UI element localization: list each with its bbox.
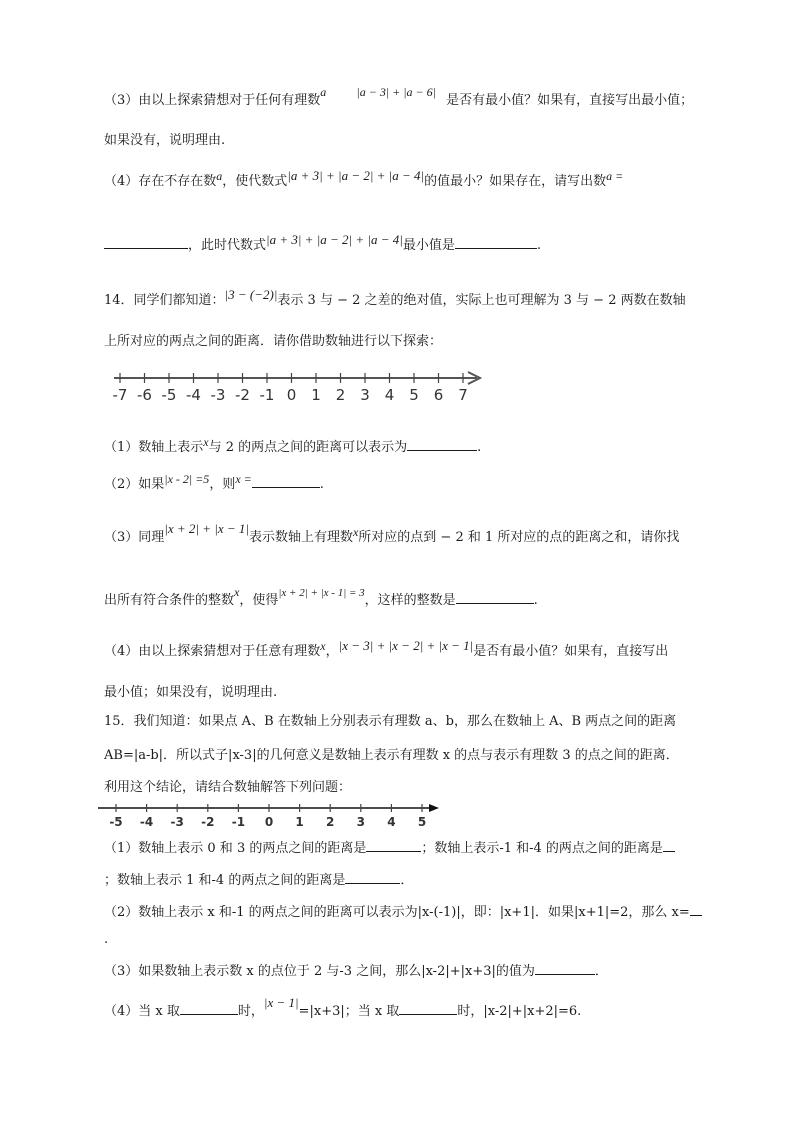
q14-part4-line1: （4）由以上探索猜想对于任意有理数x，|x − 3| + |x − 2| + |x − 1|是否有最小值？如果有，直接写出 <box>104 638 669 659</box>
answer-blank[interactable] <box>366 838 421 852</box>
q14-number-line <box>112 366 492 406</box>
var-a: a <box>320 85 327 99</box>
answer-blank[interactable] <box>455 235 537 249</box>
q14-part2: （2）如果|x - 2| =5，则x = . <box>104 472 324 492</box>
axis-tick-label: 1 <box>311 386 321 404</box>
q13-part4-line2: ，此时代数式|a + 3| + |a − 2| + |a − 4|最小值是 . <box>104 235 541 256</box>
answer-blank[interactable] <box>456 590 534 604</box>
axis-tick-label: 2 <box>335 386 346 404</box>
axis-tick-label: 0 <box>286 386 297 404</box>
q14-part4-line2: 最小值；如果没有，说明理由. <box>104 685 278 700</box>
answer-blank[interactable] <box>104 235 188 249</box>
answer-blank[interactable] <box>180 1001 238 1015</box>
axis-tick-label: 5 <box>409 386 419 404</box>
q14-intro-line1: 14．同学们都知道：|3 − (−2)|表示 3 与 − 2 之差的绝对值，实际上也可理解为 3 与 − 2 两数在数轴 <box>104 287 686 308</box>
axis-tick-label: -1 <box>259 386 275 404</box>
axis-tick-label: 1 <box>295 815 304 829</box>
q14-part1: （1）数轴上表示x与 2 的两点之间的距离可以表示为 . <box>104 435 482 455</box>
axis-tick-label: -6 <box>137 386 152 404</box>
axis-tick-label: -1 <box>231 815 246 829</box>
q15-part2-line1: （2）数轴上表示 x 和-1 的两点之间的距离可以表示为|x-(-1)|，即：|x+1|．如果|x+1|=2，那么 x= <box>104 902 702 923</box>
axis-tick-label: 4 <box>387 815 396 829</box>
axis-tick-label: 6 <box>433 386 444 404</box>
answer-blank[interactable] <box>663 838 675 852</box>
answer-blank[interactable] <box>252 474 320 488</box>
axis-tick-label: -3 <box>170 815 184 829</box>
q15-part4: （4）当 x 取 时，|x − 1|=|x+3|；当 x 取 时，|x-2|+|x+2|=6. <box>104 995 582 1019</box>
q14-part3-line1: （3）同理|x + 2| + |x − 1|表示数轴上有理数x所对应的点到 − 2 和 1 所对应的点的距离之和，请你找 <box>104 521 680 545</box>
answer-blank[interactable] <box>690 902 702 916</box>
q15-part1-line1: （1）数轴上表示 0 和 3 的两点之间的距离是 ；数轴上表示-1 和-4 的两点之间的距离是 <box>104 838 675 859</box>
axis-tick-label: 4 <box>384 386 395 404</box>
answer-blank[interactable] <box>535 961 595 975</box>
q14-intro-expression: |3 − (−2)| <box>224 287 278 302</box>
axis-tick-label: -5 <box>109 815 123 829</box>
axis-tick-label: -2 <box>201 815 215 829</box>
q13-p3-expression: |a − 3| + |a − 6| <box>356 85 436 99</box>
answer-blank[interactable] <box>345 870 400 884</box>
axis-tick-label: -4 <box>139 815 154 829</box>
axis-tick-label: -7 <box>112 386 128 404</box>
axis-tick-label: 7 <box>458 386 468 404</box>
axis-tick-label: 0 <box>264 815 274 829</box>
axis-tick-label: -3 <box>210 386 226 404</box>
q15-intro-line1: 15．我们知道：如果点 A、B 在数轴上分别表示有理数 a、b，那么在数轴上 A、B 两点之间的距离 <box>104 714 677 729</box>
axis-tick-label: 3 <box>356 815 365 829</box>
q13-part4-line1: （4）存在不存在数a，使代数式|a + 3| + |a − 2| + |a − 4|的值最小？如果存在，请写出数a = <box>104 168 624 189</box>
axis-tick-label: 5 <box>417 815 427 829</box>
q15-part2-line2: . <box>104 932 109 947</box>
q15-number-line <box>96 802 446 830</box>
q14-intro-line2: 上所对应的两点之间的距离．请你借助数轴进行以下探索： <box>104 334 443 349</box>
axis-tick-label: 3 <box>360 386 370 404</box>
q15-intro-line2: AB=|a-b|．所以式子|x-3|的几何意义是数轴上表示有理数 x 的点与表示有理数 3 的点之间的距离． <box>104 748 679 763</box>
q15-intro-line3: 利用这个结论，请结合数轴解答下列问题： <box>104 780 352 795</box>
answer-blank[interactable] <box>407 437 477 451</box>
q13-p4-expression: |a + 3| + |a − 2| + |a − 4| <box>287 168 425 183</box>
q13-part3-line2: 如果没有，说明理由. <box>104 133 226 148</box>
q13-part3-line1: （3）由以上探索猜想对于任何有理数a |a − 3| + |a − 6| 是否有最小值？如果有，直接写出最小值； <box>104 90 693 111</box>
axis-tick-label: -4 <box>186 386 201 404</box>
q15-part1-line2: ；数轴上表示 1 和-4 的两点之间的距离是 ． <box>104 870 413 891</box>
axis-tick-label: -5 <box>161 386 177 404</box>
axis-tick-label: -2 <box>235 386 250 404</box>
q15-part3: （3）如果数轴上表示数 x 的点位于 2 与-3 之间，那么|x-2|+|x+3|的值为 ． <box>104 961 608 982</box>
axis-tick-label: 2 <box>326 815 335 829</box>
q14-part3-line2: 出所有符合条件的整数x，使得|x + 2| + |x - 1| = 3，这样的整数是 . <box>104 585 538 608</box>
arrow-icon <box>429 804 439 812</box>
answer-blank[interactable] <box>399 1001 457 1015</box>
